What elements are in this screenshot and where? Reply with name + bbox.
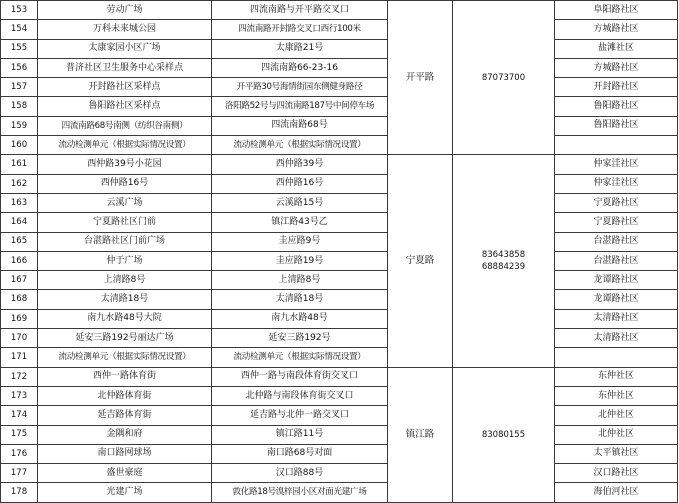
cell-site: 万科未来城公园 <box>38 20 212 39</box>
cell-addr: 圭应路19号 <box>212 251 388 270</box>
cell-site: 上清路8号 <box>38 271 212 290</box>
cell-community: 鲁阳路社区 <box>555 97 678 116</box>
cell-no: 157 <box>1 78 38 97</box>
table-row <box>1 251 678 270</box>
cell-community: 仲家洼社区 <box>555 155 678 174</box>
table-row <box>1 193 678 212</box>
table-row <box>1 20 678 39</box>
cell-no: 158 <box>1 97 38 116</box>
cell-phone <box>453 1 555 155</box>
cell-addr: 圭应路9号 <box>212 232 388 251</box>
cell-addr: 汉口路88号 <box>212 464 388 483</box>
cell-addr: 南口路68号对面 <box>212 444 388 463</box>
cell-site: 光建广场 <box>38 483 212 502</box>
cell-addr: 开平路30号海情街园东侧健身路径 <box>212 78 388 97</box>
cell-site: 西仲路39号小花园 <box>38 155 212 174</box>
table-row <box>1 464 678 483</box>
cell-community: 太平镇社区 <box>555 444 678 463</box>
cell-no: 170 <box>1 329 38 348</box>
cell-phone <box>453 367 555 502</box>
table-row <box>1 78 678 97</box>
cell-community: 东仲社区 <box>555 386 678 405</box>
cell-site: 西仲一路体育街 <box>38 367 212 386</box>
cell-site: 云溪广场 <box>38 193 212 212</box>
cell-site: 金隅和府 <box>38 425 212 444</box>
cell-site: 流动检测单元（根据实际情况设置） <box>38 136 212 155</box>
cell-site: 北仲路体育街 <box>38 386 212 405</box>
cell-community: 太清路社区 <box>555 309 678 328</box>
cell-addr: 云溪路15号 <box>212 193 388 212</box>
cell-no: 169 <box>1 309 38 328</box>
cell-site: 西仲路16号 <box>38 174 212 193</box>
cell-community: 宁夏路社区 <box>555 193 678 212</box>
cell-no: 178 <box>1 483 38 502</box>
cell-community <box>555 136 678 155</box>
cell-addr: 西仲路16号 <box>212 174 388 193</box>
cell-site: 仲于广场 <box>38 251 212 270</box>
table-row <box>1 97 678 116</box>
phone-number: 83080155 <box>481 429 526 440</box>
cell-site: 延吉路体育街 <box>38 406 212 425</box>
cell-community: 北仲社区 <box>555 406 678 425</box>
cell-no: 156 <box>1 58 38 77</box>
cell-no: 164 <box>1 213 38 232</box>
cell-no: 172 <box>1 367 38 386</box>
cell-no: 165 <box>1 232 38 251</box>
cell-community: 太清路社区 <box>555 329 678 348</box>
cell-site: 延安三路192号丽达广场 <box>38 329 212 348</box>
cell-addr: 西仲路39号 <box>212 155 388 174</box>
cell-addr: 洛阳路52号与四流南路187号中间停车场 <box>212 97 388 116</box>
table-row <box>1 232 678 251</box>
cell-community <box>555 348 678 367</box>
cell-community: 仲家洼社区 <box>555 174 678 193</box>
cell-addr: 延安三路192号 <box>212 329 388 348</box>
cell-no: 177 <box>1 464 38 483</box>
cell-community: 汉口路社区 <box>555 464 678 483</box>
table-row <box>1 155 678 174</box>
cell-no: 174 <box>1 406 38 425</box>
cell-community: 盐滩社区 <box>555 39 678 58</box>
cell-no: 173 <box>1 386 38 405</box>
cell-no: 163 <box>1 193 38 212</box>
cell-site: 宁夏路社区门前 <box>38 213 212 232</box>
cell-community: 鲁阳路社区 <box>555 116 678 135</box>
cell-addr: 四流南路开封路交叉口西行100米 <box>212 20 388 39</box>
cell-no: 166 <box>1 251 38 270</box>
table-row <box>1 39 678 58</box>
cell-no: 176 <box>1 444 38 463</box>
cell-site: 盛世豪庭 <box>38 464 212 483</box>
cell-site: 太康家园小区广场 <box>38 39 212 58</box>
cell-addr: 镇江路43号乙 <box>212 213 388 232</box>
table-row <box>1 386 678 405</box>
cell-no: 167 <box>1 271 38 290</box>
cell-addr: 上清路8号 <box>212 271 388 290</box>
cell-no: 168 <box>1 290 38 309</box>
table-row <box>1 290 678 309</box>
cell-community: 宁夏路社区 <box>555 213 678 232</box>
cell-community: 东仲社区 <box>555 367 678 386</box>
cell-addr: 四流南路68号 <box>212 116 388 135</box>
cell-community: 台湛路社区 <box>555 251 678 270</box>
cell-addr: 北仲路与南段体育街交叉口 <box>212 386 388 405</box>
cell-no: 155 <box>1 39 38 58</box>
cell-addr: 四流南路66-23-16 <box>212 58 388 77</box>
cell-street: 宁夏路 <box>388 155 453 367</box>
cell-community: 方城路社区 <box>555 20 678 39</box>
cell-community: 海伯河社区 <box>555 483 678 502</box>
table-body <box>1 1 678 503</box>
cell-site: 普济社区卫生服务中心采样点 <box>38 58 212 77</box>
cell-addr: 西仲一路与南段体育街交叉口 <box>212 367 388 386</box>
cell-community: 龙谭路社区 <box>555 290 678 309</box>
cell-no: 175 <box>1 425 38 444</box>
cell-no: 162 <box>1 174 38 193</box>
cell-community: 开封路社区 <box>555 78 678 97</box>
cell-no: 160 <box>1 136 38 155</box>
cell-no: 161 <box>1 155 38 174</box>
table-row <box>1 483 678 502</box>
cell-phone <box>453 155 555 367</box>
table-row <box>1 329 678 348</box>
table-row <box>1 444 678 463</box>
cell-no: 159 <box>1 116 38 135</box>
cell-street: 开平路 <box>388 1 453 155</box>
cell-site: 台湛路社区门前广场 <box>38 232 212 251</box>
cell-site: 劳动广场 <box>38 1 212 20</box>
table-row <box>1 213 678 232</box>
cell-street: 镇江路 <box>388 367 453 502</box>
cell-addr: 镇江路11号 <box>212 425 388 444</box>
cell-addr: 南九水路48号 <box>212 309 388 328</box>
cell-addr: 敦化路18号溴梓园小区对面光建广场 <box>212 483 388 502</box>
phone-number: 68884239 <box>481 262 526 272</box>
cell-site: 流动检测单元（根据实际情况设置） <box>38 348 212 367</box>
table-row <box>1 1 678 20</box>
cell-addr: 四流南路与开平路交叉口 <box>212 1 388 20</box>
cell-no: 153 <box>1 1 38 20</box>
table-row <box>1 367 678 386</box>
table-row <box>1 406 678 425</box>
cell-site: 鲁阳路社区采样点 <box>38 97 212 116</box>
cell-addr: 流动检测单元（根据实际情况设置） <box>212 348 388 367</box>
table-row <box>1 116 678 135</box>
cell-addr: 延吉路与北仲一路交叉口 <box>212 406 388 425</box>
cell-community: 北仲社区 <box>555 425 678 444</box>
cell-no: 154 <box>1 20 38 39</box>
cell-community: 阜阳路社区 <box>555 1 678 20</box>
cell-site: 太清路18号 <box>38 290 212 309</box>
cell-site: 南口路网球场 <box>38 444 212 463</box>
table-row <box>1 309 678 328</box>
cell-site: 开封路社区采样点 <box>38 78 212 97</box>
cell-community: 台湛路社区 <box>555 232 678 251</box>
cell-addr: 流动检测单元（根据实际情况设置） <box>212 136 388 155</box>
table-row <box>1 348 678 367</box>
cell-addr: 太康路21号 <box>212 39 388 58</box>
cell-site: 四流南路68号南侧（纺织谷南侧） <box>38 116 212 135</box>
cell-community: 龙谭路社区 <box>555 271 678 290</box>
cell-addr: 太清路18号 <box>212 290 388 309</box>
phone-number: 83643858 <box>481 250 526 260</box>
table-row <box>1 271 678 290</box>
table-row <box>1 174 678 193</box>
cell-community: 方城路社区 <box>555 58 678 77</box>
phone-number: 87073700 <box>481 72 526 83</box>
table-row <box>1 58 678 77</box>
cell-no: 171 <box>1 348 38 367</box>
table-row <box>1 425 678 444</box>
cell-site: 南九水路48号大院 <box>38 309 212 328</box>
table-row <box>1 136 678 155</box>
